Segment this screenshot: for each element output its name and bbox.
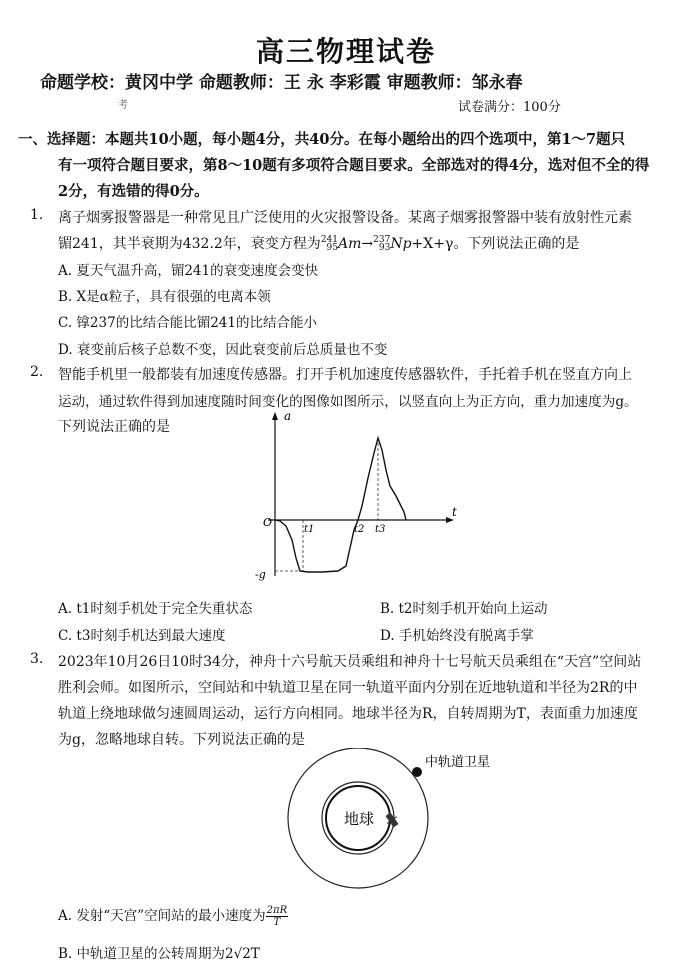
q3-option-b: B. 中轨道卫星的公转周期为2√2T bbox=[58, 946, 260, 962]
x-axis-label: t bbox=[452, 505, 457, 519]
neg-g-label: -g bbox=[255, 568, 266, 581]
meta-fragment-right: 试卷满分：100分 bbox=[458, 100, 561, 115]
origin-label: O bbox=[263, 516, 273, 529]
question-number: 3. bbox=[30, 651, 44, 667]
q1-line1: 离子烟雾报警器是一种常见且广泛使用的火灾报警设备。某离子烟雾报警器中装有放射性元素 bbox=[58, 210, 632, 226]
q3-line4: 为g，忽略地球自转。下列说法正确的是 bbox=[58, 732, 305, 748]
q3-option-a: A. 发射“天宫”空间站的最小速度为 $\frac{2\pi R}{T}$ bbox=[58, 905, 288, 928]
q2-line2: 运动，通过软件得到加速度随时间变化的图像如图所示，以竖直向上为正方向，重力加速度为g。 bbox=[58, 394, 638, 410]
orbit-diagram bbox=[280, 748, 500, 898]
q1-option-a: A. 夏天气温升高，镅241的衰变速度会变快 bbox=[58, 263, 319, 279]
t1-label: t1 bbox=[304, 524, 315, 535]
exam-meta: 命题学校：黄冈中学 命题教师：王 永 李彩霞 审题教师：邹永春 bbox=[40, 73, 523, 93]
q1-option-c: C. 镎237的比结合能比镅241的比结合能小 bbox=[58, 315, 317, 331]
q2-option-b: B. t2时刻手机开始向上运动 bbox=[380, 601, 548, 617]
q1-line2-text: 镅241，其半衰期为432.2年，衰变方程为 bbox=[58, 236, 321, 252]
y-axis-arrow bbox=[272, 412, 278, 420]
t3-label: t3 bbox=[375, 524, 386, 535]
satellite-dot bbox=[412, 767, 422, 777]
section-heading-line2: 有一项符合题目要求，第8～10题有多项符合题目要求。全部选对的得4分，选对但不全的得 bbox=[58, 157, 650, 174]
question-number: 2. bbox=[30, 364, 44, 380]
q1-line2: 镅241，其半衰期为432.2年，衰变方程为 241 95 Am→ 237 93 Np+X+γ。下列说法正确的是 bbox=[58, 235, 580, 253]
q1-option-d: D. 衰变前后核子总数不变，因此衰变前后总质量也不变 bbox=[58, 342, 388, 358]
q2-option-c: C. t3时刻手机达到最大速度 bbox=[58, 628, 226, 644]
fraction: $\frac{2\pi R}{T}$ bbox=[266, 905, 288, 928]
q2-option-d: D. 手机始终没有脱离手掌 bbox=[380, 628, 534, 644]
t2-label: t2 bbox=[354, 524, 365, 535]
y-axis-label: a bbox=[284, 409, 292, 423]
section-heading-line3: 2分，有选错的得0分。 bbox=[58, 183, 209, 200]
exam-title: 高三物理试卷 bbox=[255, 35, 436, 68]
q2-line3: 下列说法正确的是 bbox=[58, 419, 170, 435]
q3-line3: 轨道上绕地球做匀速圆周运动，运行方向相同。地球半径为R，自转周期为T，表面重力加速度 bbox=[58, 706, 638, 722]
q2-line1: 智能手机里一般都装有加速度传感器。打开手机加速度传感器软件，手托着手机在竖直方向上 bbox=[58, 367, 632, 383]
satellite-label: 中轨道卫星 bbox=[425, 755, 491, 770]
earth-label: 地球 bbox=[344, 810, 375, 828]
q1-option-b: B. X是α粒子，具有很强的电离本领 bbox=[58, 289, 271, 305]
acceleration-time-graph bbox=[250, 408, 470, 588]
q3-line1: 2023年10月26日10时34分，神舟十六号航天员乘组和神舟十七号航天员乘组在“天宫”空间站 bbox=[58, 654, 642, 670]
q3-line2: 胜利会师。如图所示，空间站和中轨道卫星在同一轨道平面内分别在近地轨道和半径为2R的中 bbox=[58, 680, 638, 696]
nuclide-am: 241 95 bbox=[320, 235, 338, 253]
acceleration-curve bbox=[275, 438, 406, 572]
section-heading-line1: 一、选择题：本题共10小题，每小题4分，共40分。在每小题给出的四个选项中，第1～7题只 bbox=[18, 131, 626, 148]
question-number: 1. bbox=[30, 207, 44, 223]
q2-option-a: A. t1时刻手机处于完全失重状态 bbox=[58, 601, 253, 617]
meta-fragment-left: 考 bbox=[118, 100, 128, 111]
